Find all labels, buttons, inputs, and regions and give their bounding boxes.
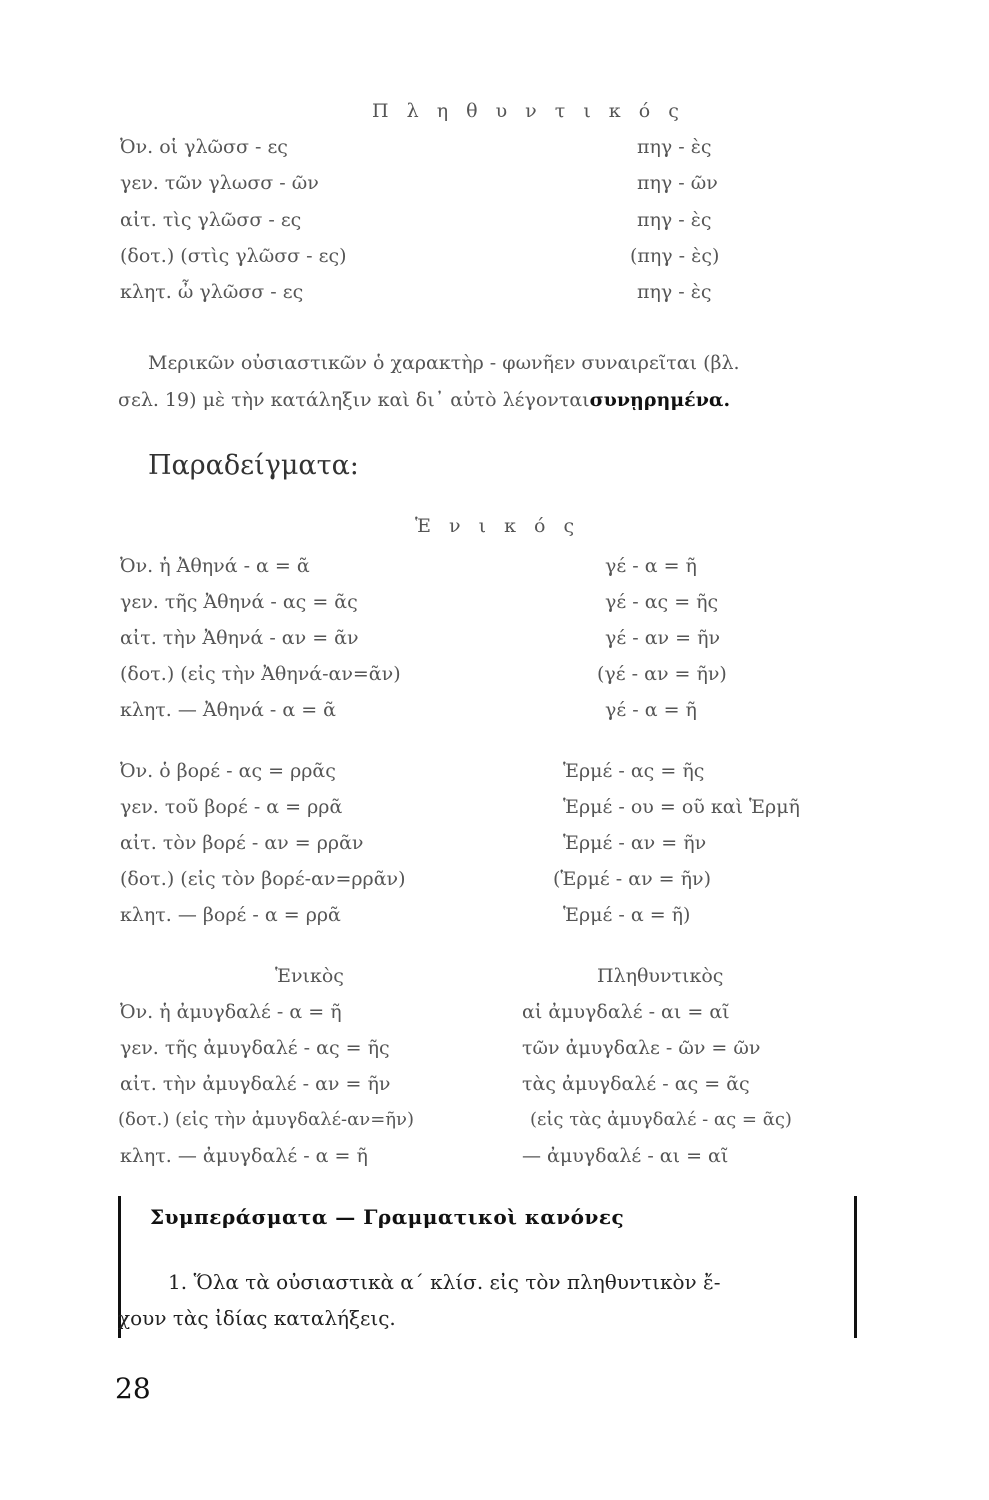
table-row-left: κλητ. — Ἀθηνά - α = ᾶ bbox=[120, 699, 337, 721]
table-row-left: γεν. τῆς ἀμυγδαλέ - ας = ῆς bbox=[120, 1037, 390, 1059]
table-row-left: γεν. τῆς Ἀθηνά - ας = ᾶς bbox=[120, 591, 358, 613]
table-row-right: γέ - ας = ῆς bbox=[605, 591, 719, 613]
table-row-left: κλητ. — βορέ - α = ρρᾶ bbox=[120, 904, 341, 926]
table-row-left: αἰτ. τὴν Ἀθηνά - αν = ᾶν bbox=[120, 627, 359, 649]
table-row-right: γέ - α = ῆ bbox=[605, 555, 697, 577]
rules-box-title: Συμπεράσματα — Γραμματικοὶ κανόνες bbox=[150, 1205, 625, 1229]
plural-title: Π λ η θ υ ν τ ι κ ό ς bbox=[372, 100, 685, 122]
table-row-left: γεν. τῶν γλωσσ - ῶν bbox=[120, 172, 319, 194]
table-row-left: Ὀν. ὁ βορέ - ας = ρρᾶς bbox=[120, 760, 336, 782]
table-row-right: γέ - α = ῆ bbox=[605, 699, 697, 721]
rule-1-line-2: χουν τὰς ἰδίας καταλήξεις. bbox=[118, 1306, 396, 1330]
table-row-right: πηγ - ῶν bbox=[637, 172, 718, 194]
rules-box-right-border bbox=[854, 1196, 857, 1338]
table-row-right: Ἑρμέ - α = ῆ) bbox=[563, 904, 691, 926]
table-row-left: Ὀν. οἱ γλῶσσ - ες bbox=[120, 136, 288, 158]
table-row-left: (δοτ.) (εἰς τὴν ἀμυγδαλέ-αν=ῆν) bbox=[118, 1109, 415, 1130]
emphasized-term: συνῃρημένα. bbox=[589, 389, 731, 411]
paragraph-line-2 bbox=[118, 389, 730, 411]
examples-heading: Παραδείγματα: bbox=[148, 450, 359, 481]
table-row-left: (δοτ.) (στὶς γλῶσσ - ες) bbox=[120, 245, 347, 267]
table-row-right: τὰς ἀμυγδαλέ - ας = ᾶς bbox=[522, 1073, 750, 1095]
table-row-right: (Ἑρμέ - αν = ῆν) bbox=[553, 868, 711, 890]
table-row-right: (εἰς τὰς ἀμυγδαλέ - ας = ᾶς) bbox=[530, 1109, 792, 1130]
table-row-left: αἰτ. τὴν ἀμυγδαλέ - αν = ῆν bbox=[120, 1073, 391, 1095]
table-row-right: πηγ - ὲς bbox=[637, 281, 712, 303]
page-number: 28 bbox=[115, 1372, 151, 1405]
table-row-left: αἰτ. τὸν βορέ - αν = ρρᾶν bbox=[120, 832, 364, 854]
table-row-left: Ὀν. ἡ ἀμυγδαλέ - α = ῆ bbox=[120, 1001, 342, 1023]
table-row-right: τῶν ἀμυγδαλε - ῶν = ῶν bbox=[522, 1037, 761, 1059]
paragraph-line-2-text: σελ. 19) μὲ τὴν κατάληξιν καὶ δι᾽ αὐτὸ λέγονται bbox=[118, 389, 590, 411]
table-row-left: γεν. τοῦ βορέ - α = ρρᾶ bbox=[120, 796, 343, 818]
table-row-right: πηγ - ὲς bbox=[637, 209, 712, 231]
table-row-left: Ὀν. ἡ Ἀθηνά - α = ᾶ bbox=[120, 555, 310, 577]
table-row-right: (πηγ - ὲς) bbox=[630, 245, 720, 267]
table-row-left: κλητ. — ἀμυγδαλέ - α = ῆ bbox=[120, 1145, 368, 1167]
paragraph-line-1: Μερικῶν οὐσιαστικῶν ὁ χαρακτὴρ - φωνῆεν συναιρεῖται (βλ. bbox=[148, 352, 740, 374]
table-row-left: αἰτ. τὶς γλῶσσ - ες bbox=[120, 209, 302, 231]
singular-title: Ἑ ν ι κ ό ς bbox=[415, 515, 581, 537]
rule-1-line-1: 1. Ὅλα τὰ οὐσιαστικὰ α΄ κλίσ. εἰς τὸν πληθυντικὸν ἔ- bbox=[168, 1270, 721, 1294]
table-row-left: (δοτ.) (εἰς τὴν Ἀθηνά-αν=ᾶν) bbox=[120, 663, 401, 685]
table-row-left: (δοτ.) (εἰς τὸν βορέ-αν=ρρᾶν) bbox=[120, 868, 406, 890]
table-row-right: πηγ - ὲς bbox=[637, 136, 712, 158]
table-row-right: αἱ ἀμυγδαλέ - αι = αῖ bbox=[522, 1001, 730, 1023]
table-row-right: Ἑρμέ - ου = οῦ καὶ Ἑρμῆ bbox=[563, 796, 800, 818]
column-header-singular: Ἑνικὸς bbox=[275, 965, 344, 987]
table-row-right: Ἑρμέ - αν = ῆν bbox=[563, 832, 707, 854]
table-row-right: (γέ - αν = ῆν) bbox=[597, 663, 727, 685]
table-row-right: Ἑρμέ - ας = ῆς bbox=[563, 760, 705, 782]
table-row-left: κλητ. ὦ γλῶσσ - ες bbox=[120, 281, 304, 303]
column-header-plural: Πληθυντικὸς bbox=[597, 965, 724, 987]
table-row-right: γέ - αν = ῆν bbox=[605, 627, 721, 649]
table-row-right: — ἀμυγδαλέ - αι = αῖ bbox=[522, 1145, 729, 1167]
